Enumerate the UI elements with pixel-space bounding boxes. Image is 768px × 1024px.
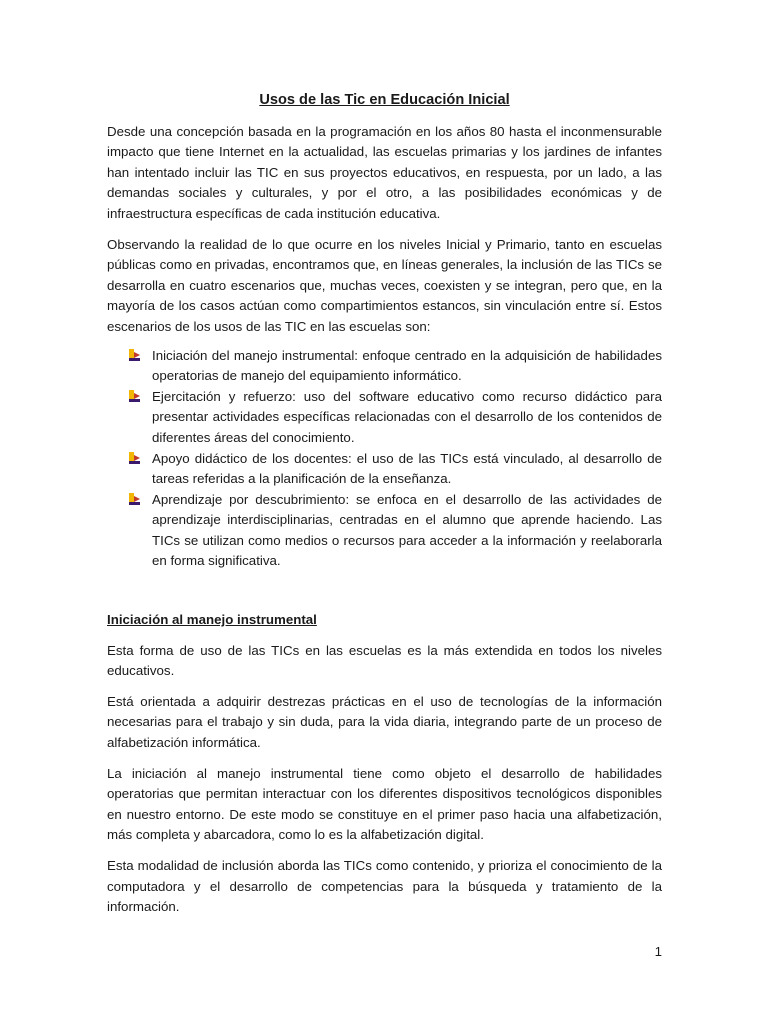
intro-paragraph-2: Observando la realidad de lo que ocurre en los niveles Inicial y Primario, tanto en escuelas públicas como en privadas, encontramos que, en líneas generales, la inclusión de las TICs se desarrolla en cuatro escenarios que, muchas veces, coexisten y se integran, pero que, en la mayoría de los casos actúan como compartimientos estancos, sin vinculación entre sí. Estos escenarios de los usos de las TIC en las escuelas son:	[107, 236, 662, 334]
list-item-text: Iniciación del manejo instrumental: enfoque centrado en la adquisición de habilidades operatorias de manejo del equipamiento informático.	[152, 347, 662, 384]
list-item	[107, 387, 662, 449]
list-item-text: Ejercitación y refuerzo: uso del software educativo como recurso didáctico para presentar actividades específicas relacionadas con el desarrollo de los contenidos de diferentes áreas del conocimiento.	[152, 388, 662, 445]
intro-paragraph-1: Desde una concepción basada en la programación en los años 80 hasta el inconmensurable impacto que tiene Internet en la actualidad, las escuelas primarias y los jardines de infantes han intentado incluir las TIC en sus proyectos educativos, en respuesta, por un lado, a las demandas sociales y culturales, y por el otro, a las posibilidades económicas y de infraestructura específicas de cada institución educativa.	[107, 123, 662, 221]
scenarios-list	[107, 346, 662, 573]
page-number: 1	[654, 944, 662, 959]
section-heading: Iniciación al manejo instrumental	[107, 612, 317, 628]
document-title: Usos de las Tic en Educación Inicial	[259, 92, 510, 108]
list-item-text: Aprendizaje por descubrimiento: se enfoca en el desarrollo de las actividades de aprendizaje interdisciplinarias, centradas en el alumno que aprende haciendo. Las TICs se utilizan como medios o recursos para acceder a la información y reelaborarla en forma significativa.	[152, 491, 662, 569]
section-paragraph-1: Esta forma de uso de las TICs en las escuelas es la más extendida en todos los niveles educativos.	[107, 642, 662, 679]
list-item	[107, 346, 662, 387]
list-item	[107, 449, 662, 490]
arrow-bullet-icon	[128, 452, 141, 465]
list-item	[107, 490, 662, 572]
section-paragraph-2: Está orientada a adquirir destrezas prácticas en el uso de tecnologías de la información necesarias para el trabajo y sin duda, para la vida diaria, integrando parte de un proceso de alfabetización informática.	[107, 693, 662, 751]
section-paragraph-3: La iniciación al manejo instrumental tiene como objeto el desarrollo de habilidades operatorias que permitan interactuar con los diferentes dispositivos tecnológicos disponibles en nuestro entorno. De este modo se constituye en el primer paso hacia una alfabetización, más completa y abarcadora, como lo es la alfabetización digital.	[107, 765, 662, 843]
document-page	[107, 90, 662, 928]
arrow-bullet-icon	[128, 493, 141, 506]
arrow-bullet-icon	[128, 349, 141, 362]
list-item-text: Apoyo didáctico de los docentes: el uso de las TICs está vinculado, al desarrollo de tareas referidas a la planificación de la enseñanza.	[152, 450, 662, 487]
section-paragraph-4: Esta modalidad de inclusión aborda las TICs como contenido, y prioriza el conocimiento de la computadora y el desarrollo de competencias para la búsqueda y tratamiento de la información.	[107, 858, 662, 915]
arrow-bullet-icon	[128, 390, 141, 403]
